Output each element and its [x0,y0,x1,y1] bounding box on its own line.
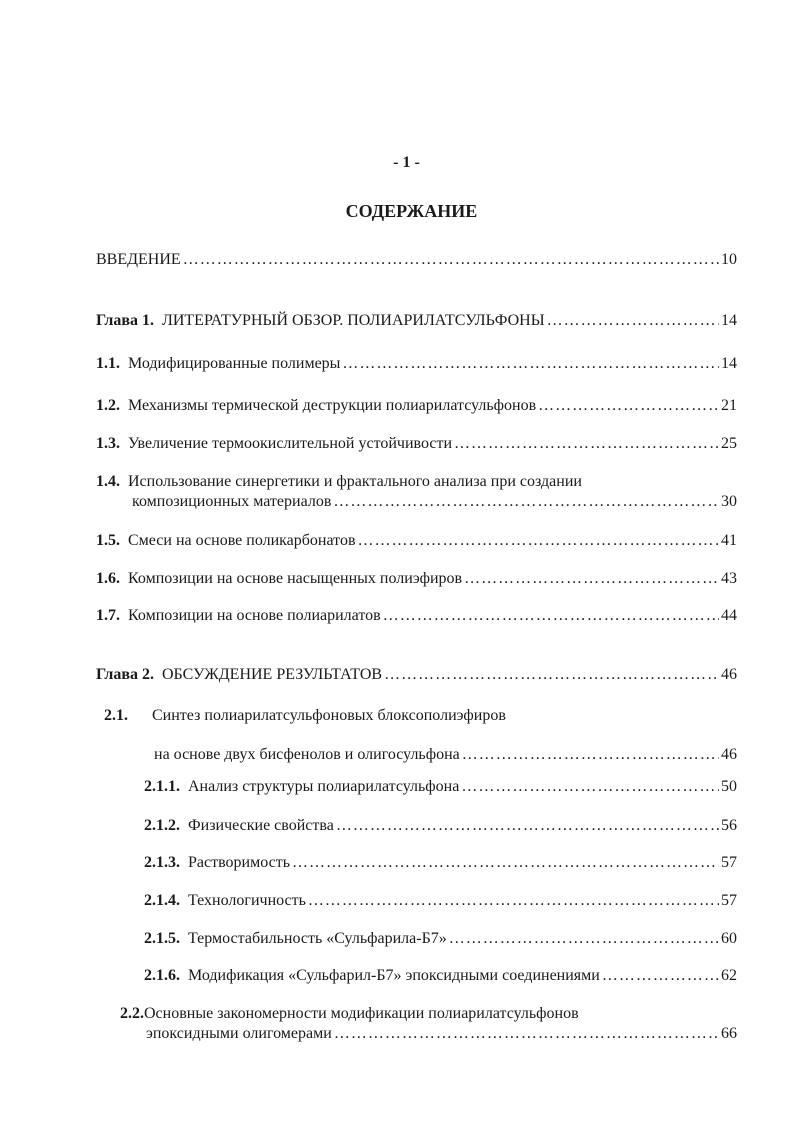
dot-leader [308,891,719,911]
toc-number: 1.2. [96,397,120,414]
toc-entry-2-1-5[interactable] [144,929,737,949]
toc-page: 25 [721,435,737,452]
toc-number: 1.5. [96,532,120,549]
dot-leader [454,434,719,454]
toc-label-line1: Синтез полиарилатсульфоновых блоксополиэфиров [152,707,506,724]
toc-label: ВВЕДЕНИЕ [96,251,181,268]
toc-number: 2.1.1. [144,778,180,795]
toc-label: Термостабильность «Сульфарила-Б7» [188,930,447,947]
page-number: - 1 - [393,154,420,171]
toc-page: 10 [721,251,737,268]
dot-leader [461,777,719,797]
toc-page: 57 [721,854,737,871]
dot-leader [602,966,719,986]
toc-page: 14 [721,355,737,372]
toc-entry-1-5[interactable] [96,531,737,551]
toc-page: 43 [721,570,737,587]
toc-label: Механизмы термической деструкции полиарилатсульфонов [128,397,537,414]
dot-leader [336,816,719,836]
toc-page: 30 [721,493,737,510]
dot-leader [384,665,719,685]
toc-number: Глава 2. [96,666,154,683]
toc-label: ЛИТЕРАТУРНЫЙ ОБЗОР. ПОЛИАРИЛАТСУЛЬФОНЫ [162,312,545,329]
toc-label-line1: Использование синергетики и фрактального анализа при создании [128,473,582,490]
toc-page: 46 [721,746,737,763]
toc-label-line2: эпоксидными олигомерами [146,1025,332,1042]
toc-number: 1.1. [96,355,120,372]
dot-leader [183,250,719,270]
toc-label: Модификация «Сульфарил-Б7» эпоксидными соединениями [188,967,600,984]
toc-label-line1: Основные закономерности модификации полиарилатсульфонов [144,1005,579,1022]
toc-number: 2.1. [104,707,128,724]
toc-number: 1.4. [96,473,120,490]
toc-entry-2-1-4[interactable] [144,891,737,911]
toc-entry-2-1-1[interactable] [144,777,737,797]
toc-number: 2.1.6. [144,967,180,984]
dot-leader [383,606,719,626]
dot-leader [358,531,719,551]
toc-entry-1-2[interactable] [96,396,737,416]
toc-label: Смеси на основе поликарбонатов [128,532,356,549]
toc-label: Физические свойства [188,817,334,834]
dot-leader [333,492,719,512]
toc-number: Глава 1. [96,312,154,329]
toc-number: 2.1.2. [144,817,180,834]
toc-page: 66 [721,1025,737,1042]
toc-entry-chapter-1[interactable] [96,311,737,331]
toc-label: Модифицированные полимеры [128,355,341,372]
toc-label: Композиции на основе полиарилатов [128,607,381,624]
toc-number: 1.3. [96,435,120,452]
toc-page: 14 [721,312,737,329]
toc-entry-1-4[interactable] [96,472,737,512]
toc-page: 62 [721,967,737,984]
toc-label: Технологичность [188,892,306,909]
toc-page: 50 [721,778,737,795]
dot-leader [462,745,719,765]
toc-entry-1-3[interactable] [96,434,737,454]
toc-number: 1.6. [96,570,120,587]
toc-label: ОБСУЖДЕНИЕ РЕЗУЛЬТАТОВ [162,666,383,683]
toc-entry-1-1[interactable] [96,354,737,374]
toc-entry-1-6[interactable] [96,569,737,589]
toc-page: 60 [721,930,737,947]
toc-label: Растворимость [188,854,291,871]
toc-entry-chapter-2[interactable] [96,665,737,685]
toc-entry-2-1-2[interactable] [144,816,737,836]
dot-leader [292,853,719,873]
dot-leader [538,396,719,416]
toc-label-line2: на основе двух бисфенолов и олигосульфона [154,746,460,763]
dot-leader [334,1024,719,1044]
toc-entry-2-1-3[interactable] [144,853,737,873]
toc-page: 46 [721,666,737,683]
toc-entry-intro[interactable] [96,250,737,270]
toc-label: Анализ структуры полиарилатсульфона [188,778,460,795]
dot-leader [547,311,719,331]
toc-entry-2-1[interactable] [104,706,737,765]
toc-number: 1.7. [96,607,120,624]
toc-page: 56 [721,817,737,834]
toc-number: 2.1.3. [144,854,180,871]
toc-label-line2: композиционных материалов [132,493,332,510]
toc-label: Увеличение термоокислительной устойчивости [128,435,453,452]
toc-page: 41 [721,532,737,549]
toc-entry-2-2[interactable] [120,1004,737,1044]
toc-number: 2.1.5. [144,930,180,947]
toc-number: 2.2. [120,1005,144,1022]
toc-label: Композиции на основе насыщенных полиэфиров [128,570,463,587]
dot-leader [449,929,719,949]
page-title: СОДЕРЖАНИЕ [345,201,478,221]
dot-leader [342,354,719,374]
dot-leader [464,569,719,589]
toc-page: 21 [721,397,737,414]
toc-page: 57 [721,892,737,909]
toc-entry-1-7[interactable] [96,606,737,626]
toc-number: 2.1.4. [144,892,180,909]
toc-page: 44 [721,607,737,624]
toc-entry-2-1-6[interactable] [144,966,737,986]
